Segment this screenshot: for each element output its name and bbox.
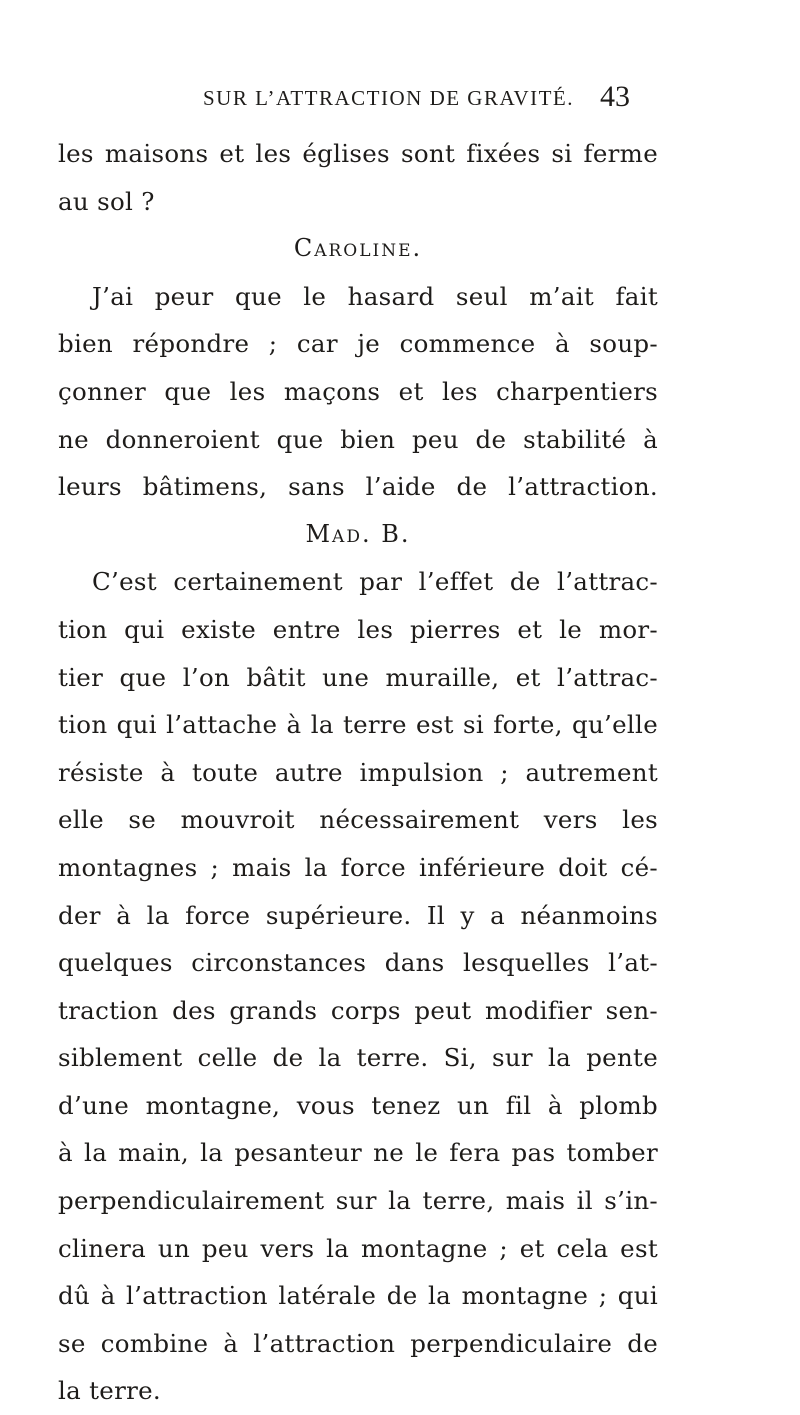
running-title: SUR L’ATTRACTION DE GRAVITÉ.	[203, 86, 575, 110]
text-line: à la main, la pesanteur ne le fera pas tomber	[58, 1138, 658, 1168]
text-line: elle se mouvroit nécessairement vers les	[58, 805, 658, 835]
text-line: tion qui existe entre les pierres et le mor-	[58, 614, 658, 644]
text-line: dû à l’attraction latérale de la montagne ; qui	[58, 1281, 658, 1311]
text-line: ne donneroient que bien peu de stabilité à	[58, 424, 658, 454]
speaker-heading: Mad. B.	[305, 519, 411, 548]
text-line: quelques circonstances dans lesquelles l’at-	[58, 948, 658, 978]
text-line: çonner que les maçons et les charpentiers	[58, 376, 658, 406]
text-line: J’ai peur que le hasard seul m’ait fait	[92, 281, 658, 311]
text-line: tier que l’on bâtit une muraille, et l’attrac-	[58, 662, 658, 692]
text-line: montagnes ; mais la force inférieure doit cé-	[58, 852, 658, 882]
text-line: tion qui l’attache à la terre est si forte, qu’elle	[58, 710, 658, 740]
speaker-heading: Caroline.	[293, 234, 423, 263]
text-line: clinera un peu vers la montagne ; et cela est	[58, 1233, 658, 1263]
text-line: traction des grands corps peut modifier sen-	[58, 995, 658, 1025]
text-line: der à la force supérieure. Il y a néanmoins	[58, 900, 658, 930]
text-line: perpendiculairement sur la terre, mais il s’in-	[58, 1186, 658, 1216]
text-line: siblement celle de la terre. Si, sur la pente	[58, 1043, 658, 1073]
text-line: au sol ?	[58, 186, 155, 216]
page-number: 43	[600, 80, 630, 113]
text-line: leurs bâtimens, sans l’aide de l’attraction.	[58, 472, 658, 502]
text-line: résiste à toute autre impulsion ; autrement	[58, 757, 658, 787]
text-line: C’est certainement par l’effet de l’attrac-	[92, 567, 658, 597]
text-line: bien répondre ; car je commence à soup-	[58, 329, 658, 359]
running-head	[0, 80, 800, 120]
text-line: d’une montagne, vous tenez un fil à plomb	[58, 1090, 658, 1120]
text-line: la terre.	[58, 1376, 161, 1406]
text-line: se combine à l’attraction perpendiculaire de	[58, 1328, 658, 1358]
text-line: les maisons et les églises sont fixées si ferme	[58, 139, 658, 168]
body-text	[58, 130, 658, 1415]
